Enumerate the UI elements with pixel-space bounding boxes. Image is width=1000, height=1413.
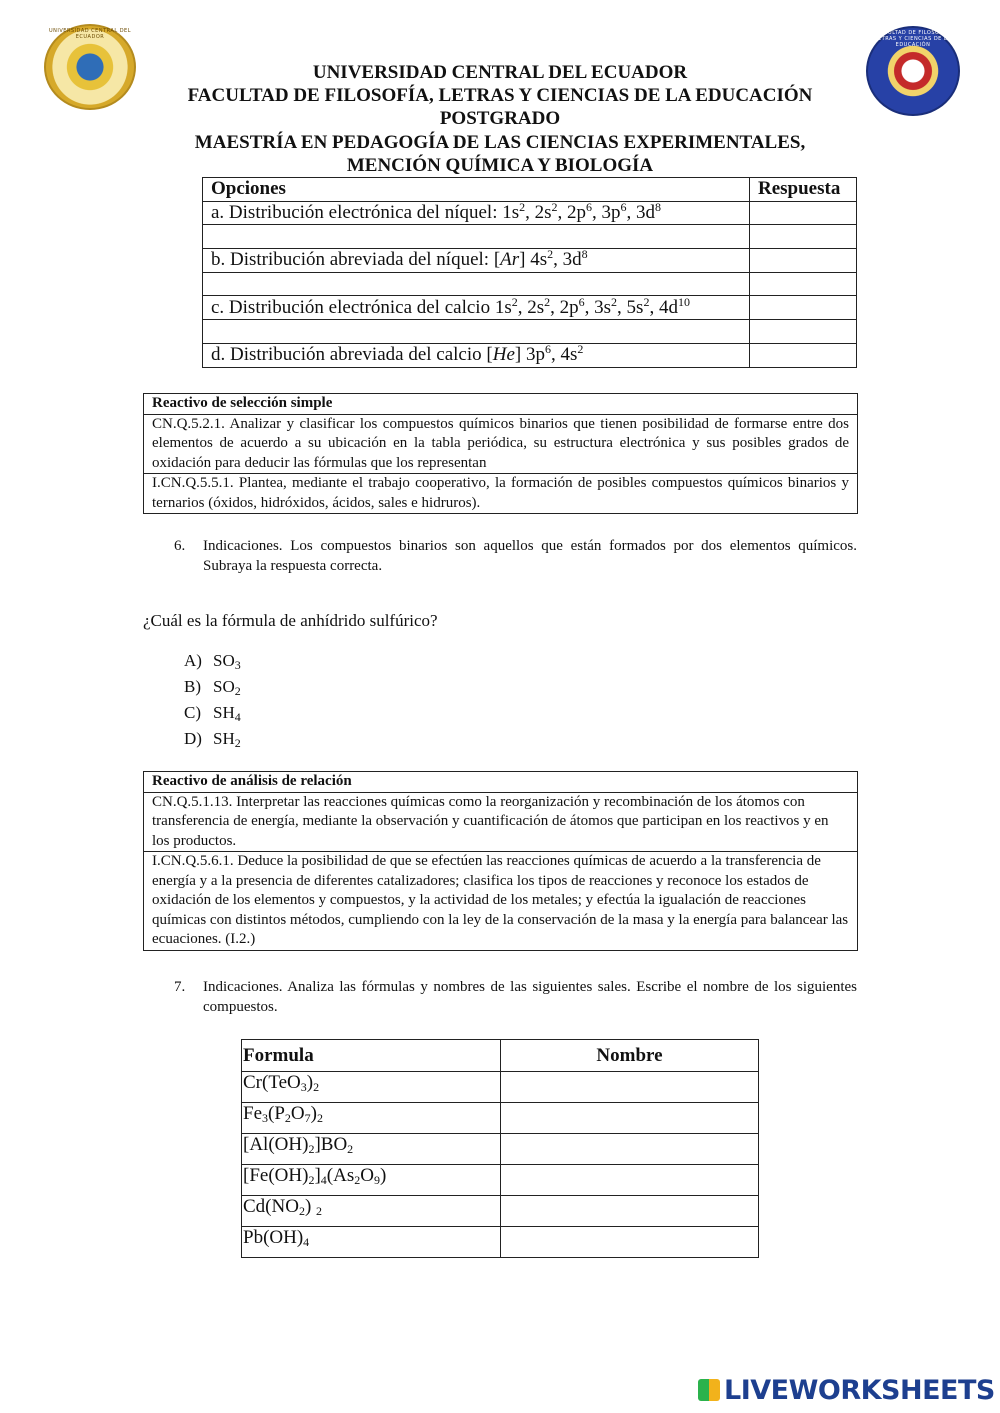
spacer-answer[interactable] (750, 272, 857, 296)
item6-text: Indicaciones. Los compuestos binarios son aquellos que están formados por dos elementos químicos. Subraya la respuesta correcta. (203, 538, 857, 574)
university-seal-logo (44, 24, 136, 110)
name-answer-cell[interactable] (501, 1227, 759, 1258)
answer-formula: SH (213, 729, 235, 748)
table-row (242, 1134, 759, 1165)
reactivo-analisis-relacion-box (143, 771, 858, 951)
table-row (242, 1103, 759, 1134)
option-b-cell: b. Distribución abreviada del níquel: [Ar] $4s^2$, $3d^8$ (203, 249, 750, 273)
name-answer-cell[interactable] (501, 1072, 759, 1103)
answer-subscript: 2 (234, 736, 241, 750)
table-row (242, 1227, 759, 1258)
option-a-cell: a. Distribución electrónica del níquel: $1s^2$, $2s^2$, $2p^6$, $3p^6$, $3d^8$ (203, 201, 750, 225)
option-d-row (203, 343, 857, 367)
option-b-row (203, 249, 857, 273)
options-header-row (203, 178, 857, 202)
header-faculty: FACULTAD DE FILOSOFÍA, LETRAS Y CIENCIAS DE LA EDUCACIÓN (187, 85, 813, 106)
formula-table (241, 1039, 759, 1258)
option-a-label: a. Distribución electrónica del níquel: (211, 202, 503, 224)
seal-right-text: FACULTAD DE FILOSOFÍA LETRAS Y CIENCIAS DE LA EDUCACIÓN (874, 30, 952, 48)
spacer-cell (203, 225, 750, 249)
answer-formula: SO (213, 677, 235, 696)
item7-number: 7. (174, 979, 186, 995)
answer-letter: C) (184, 703, 201, 722)
answer-col-header: Respuesta (750, 178, 857, 202)
options-col-header: Opciones (203, 178, 750, 202)
spacer-row (203, 225, 857, 249)
spacer-cell (203, 272, 750, 296)
table-row (242, 1072, 759, 1103)
option-c-row (203, 296, 857, 320)
answer-letter: D) (184, 729, 202, 748)
reactivo1-skill: CN.Q.5.2.1. Analizar y clasificar los compuestos químicos binarios que tienen posibilidad de formarse entre dos elementos de acuerdo a su ubicación en la tabla periódica, su estructura electrónica y sus posibles grados de oxidación para deducir las fórmulas que los representan (152, 415, 849, 471)
reactivo2-indicator: I.CN.Q.5.6.1. Deduce la posibilidad de que se efectúen las reacciones químicas de acuerdo a la transferencia de energía y a la presencia de diferentes catalizadores; clasifica los tipos de reacciones y reconoce los estados de oxidación de los elementos y compuestos, y la actividad de los metales; y efectúa la igualación de reacciones químicas con distintos métodos, cumpliendo con la ley de la conservación de la masa y la energía para balancear las ecuaciones. (I.2.) (144, 851, 857, 950)
answer-option-c[interactable] (184, 703, 241, 723)
option-a-row (203, 201, 857, 225)
spacer-cell (203, 320, 750, 344)
name-answer-cell[interactable] (501, 1165, 759, 1196)
liveworksheets-icon (698, 1379, 720, 1401)
option-d-cell: d. Distribución abreviada del calcio [He] $3p^6$, $4s^2$ (203, 343, 750, 367)
item7-text: Indicaciones. Analiza las fórmulas y nombres de las siguientes sales. Escribe el nombre de los siguientes compuestos. (203, 979, 857, 1015)
answer-letter: B) (184, 677, 201, 696)
reactivo1-title: Reactivo de selección simple (144, 394, 857, 415)
option-d-label: d. Distribución abreviada del calcio (211, 344, 487, 366)
option-b-answer[interactable] (750, 249, 857, 273)
item6-number: 6. (174, 538, 186, 554)
answer-subscript: 2 (234, 684, 241, 698)
reactivo2-title: Reactivo de análisis de relación (144, 772, 857, 793)
answer-formula: SO (213, 651, 235, 670)
formula-cell: $Fe_3(P_2O_7)_2$ (242, 1103, 501, 1134)
formula-cell: $Cd(NO_2)$ $_2$ (242, 1196, 501, 1227)
name-answer-cell[interactable] (501, 1103, 759, 1134)
item6-instructions (174, 536, 857, 576)
formula-cell: $Pb(OH)_4$ (242, 1227, 501, 1258)
header-mencion: MENCIÓN QUÍMICA Y BIOLOGÍA (346, 155, 654, 176)
answer-subscript: 3 (234, 658, 241, 672)
spacer-row (203, 272, 857, 296)
item6-question: ¿Cuál es la fórmula de anhídrido sulfúrico? (143, 611, 438, 630)
spacer-answer[interactable] (750, 225, 857, 249)
liveworksheets-logo-text: LIVEWORKSHEETS (724, 1375, 995, 1406)
options-table (202, 177, 857, 368)
option-c-cell: c. Distribución electrónica del calcio $1s^2$, $2s^2$, $2p^6$, $3s^2$, $5s^2$, $4d^{10}$ (203, 296, 750, 320)
header-postgrado: POSTGRADO (439, 108, 561, 129)
option-c-label: c. Distribución electrónica del calcio (211, 296, 495, 318)
spacer-row (203, 320, 857, 344)
reactivo1-indicator: I.CN.Q.5.5.1. Plantea, mediante el trabajo cooperativo, la formación de posibles compuestos químicos binarios y ternarios (óxidos, hidróxidos, ácidos, sales e hidruros). (144, 473, 857, 513)
option-c-answer[interactable] (750, 296, 857, 320)
formula-col-header: Formula (242, 1040, 501, 1072)
item7-instructions (174, 977, 857, 1017)
answer-formula: SH (213, 703, 235, 722)
reactivo2-skill: CN.Q.5.1.13. Interpretar las reacciones químicas como la reorganización y recombinación de los átomos con transferencia de energía, mediante la observación y cuantificación de átomos que participan en los reactivos y en los productos. (152, 793, 829, 849)
name-answer-cell[interactable] (501, 1134, 759, 1165)
name-col-header: Nombre (501, 1040, 759, 1072)
header-maestria: MAESTRÍA EN PEDAGOGÍA DE LAS CIENCIAS EXPERIMENTALES, (194, 132, 806, 153)
option-a-answer[interactable] (750, 201, 857, 225)
faculty-seal-logo (866, 26, 960, 116)
answer-option-b[interactable] (184, 677, 241, 697)
answer-letter: A) (184, 651, 202, 670)
answer-option-d[interactable] (184, 729, 241, 749)
answer-subscript: 4 (234, 710, 241, 724)
formula-header-row (242, 1040, 759, 1072)
seal-left-text: UNIVERSIDAD CENTRAL DEL ECUADOR (48, 28, 131, 40)
spacer-answer[interactable] (750, 320, 857, 344)
option-b-label: b. Distribución abreviada del níquel: (211, 249, 494, 271)
table-row (242, 1165, 759, 1196)
formula-cell: $[Al(OH)_2]BO_2$ (242, 1134, 501, 1165)
option-d-answer[interactable] (750, 343, 857, 367)
formula-cell: $Cr(TeO_3)_2$ (242, 1072, 501, 1103)
liveworksheets-logo (698, 1375, 995, 1406)
formula-cell: $[Fe(OH)_2]_4(As_2O_9)$ (242, 1165, 501, 1196)
name-answer-cell[interactable] (501, 1196, 759, 1227)
reactivo-seleccion-simple-box (143, 393, 858, 514)
answer-option-a[interactable] (184, 651, 241, 671)
table-row (242, 1196, 759, 1227)
header-university: UNIVERSIDAD CENTRAL DEL ECUADOR (312, 62, 688, 83)
